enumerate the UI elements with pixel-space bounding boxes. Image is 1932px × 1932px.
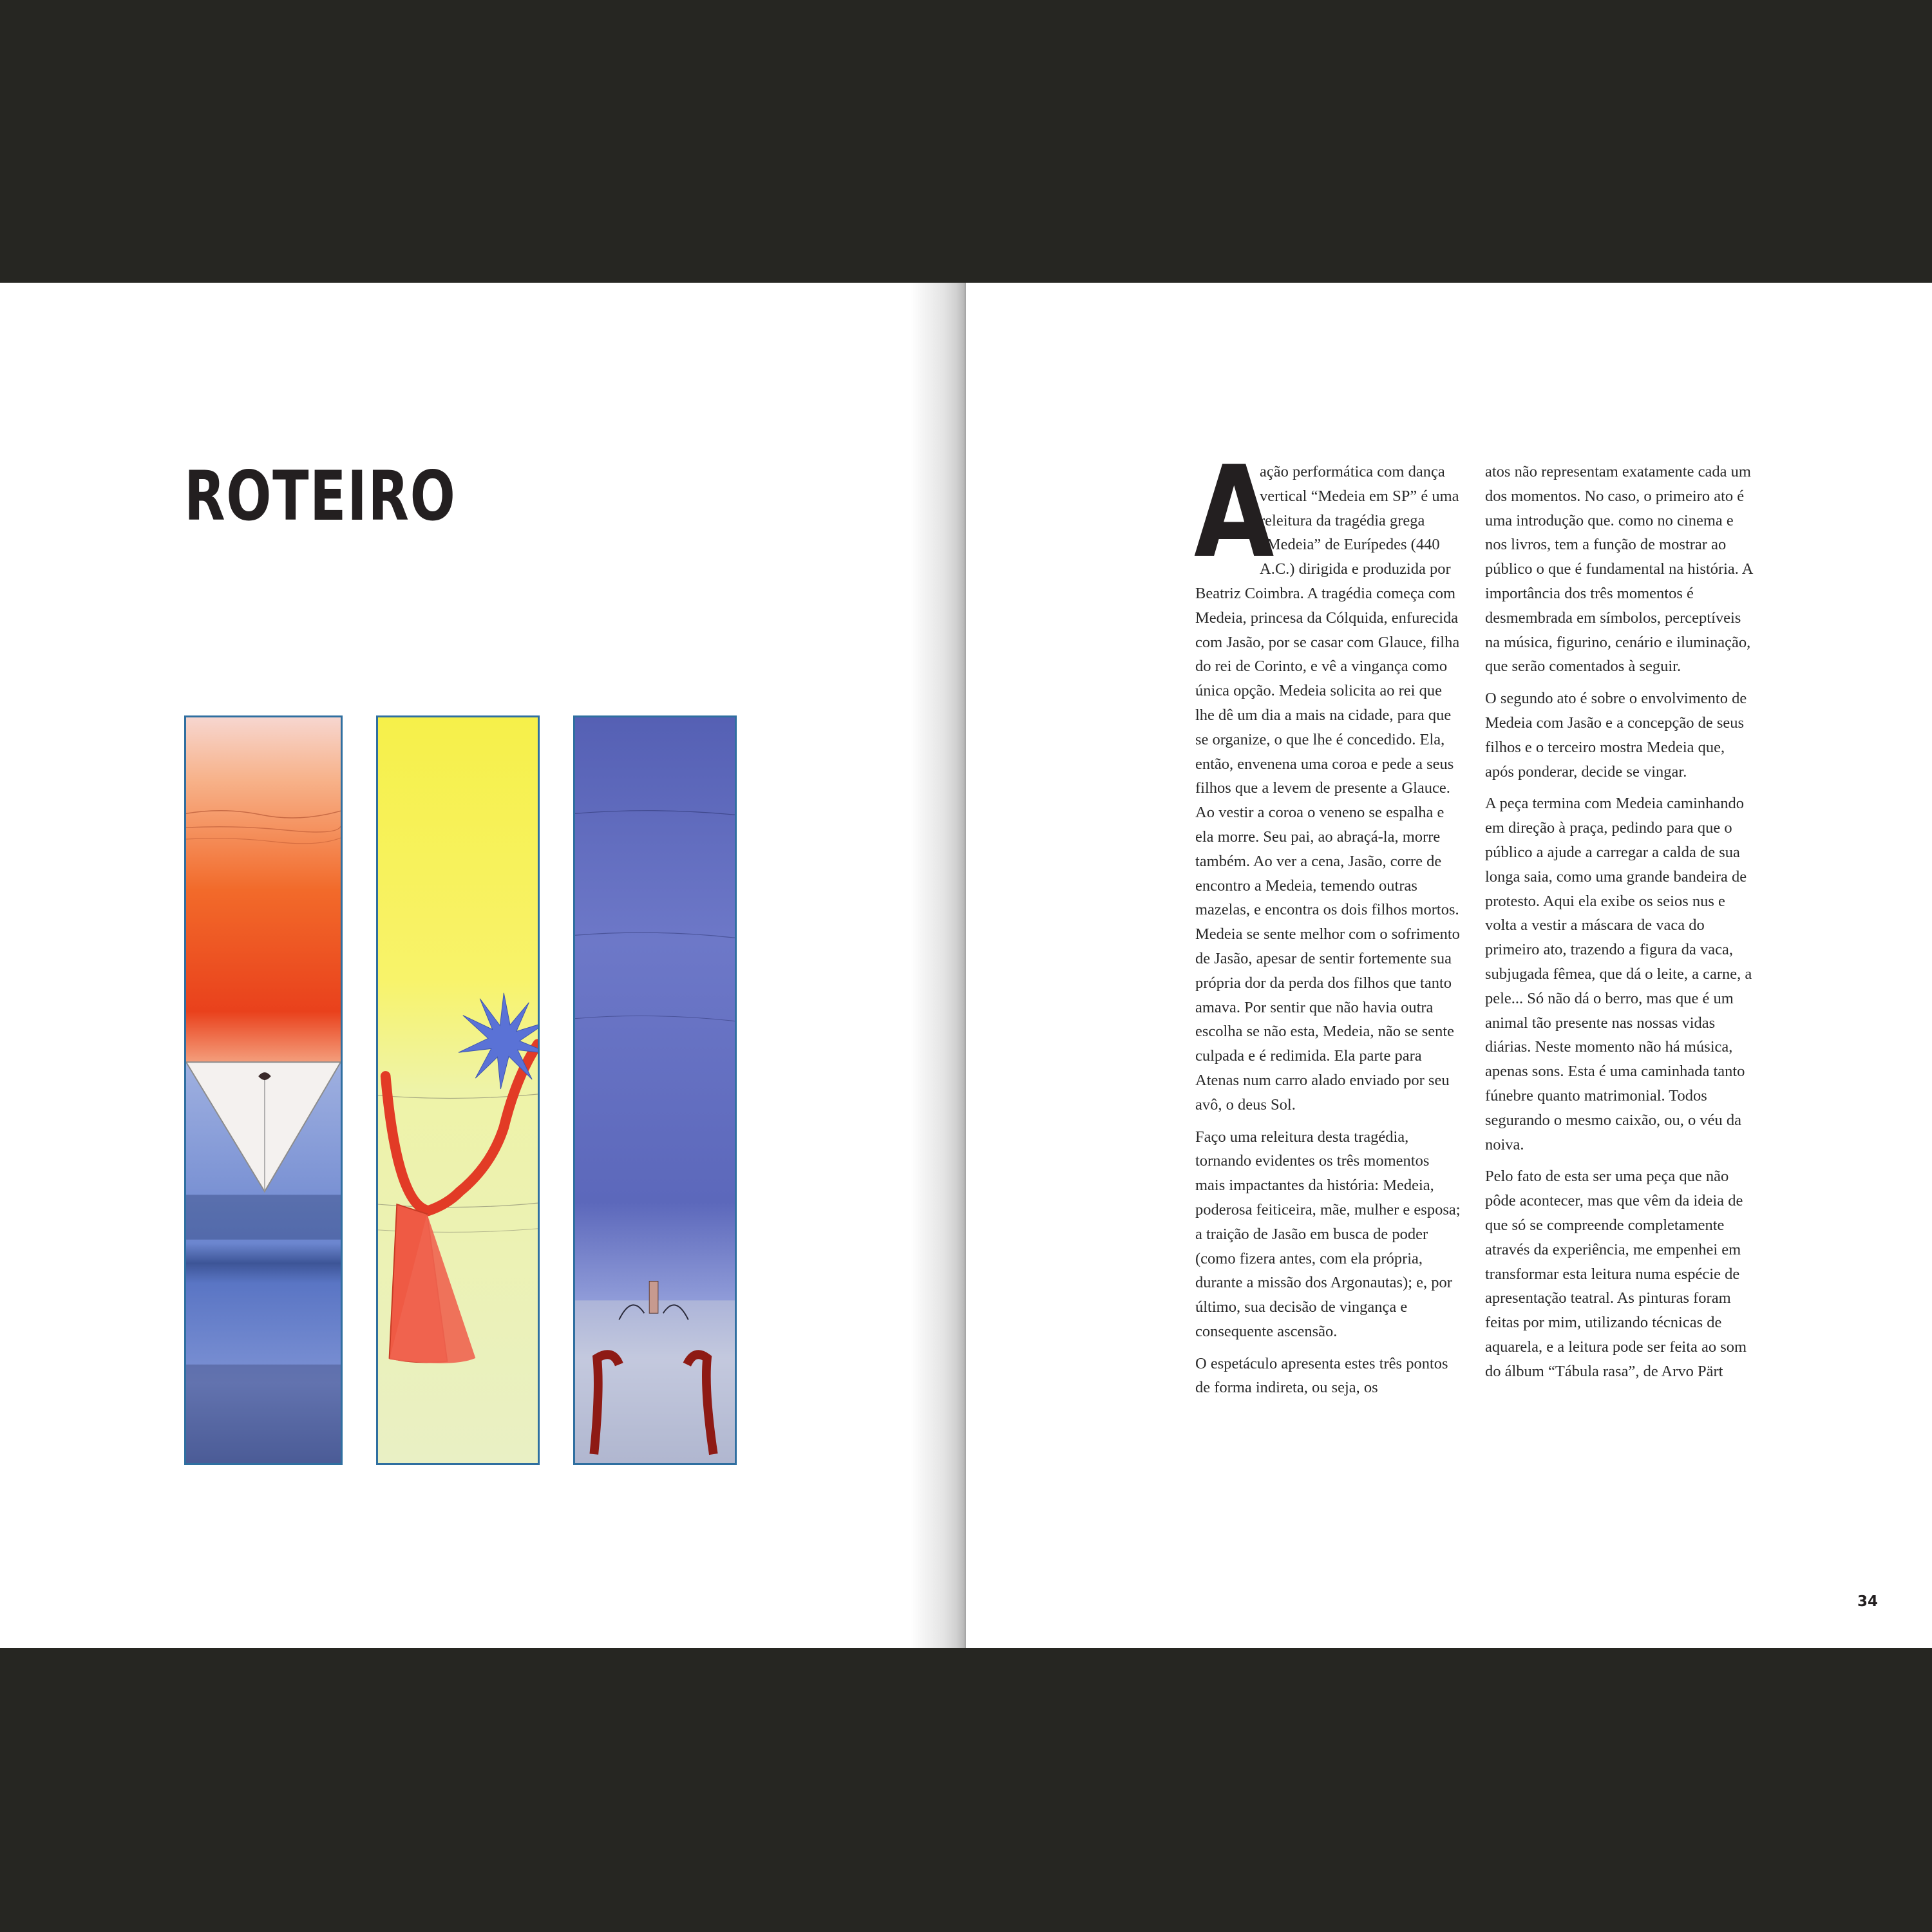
paragraph: Pelo fato de esta ser uma peça que não pôde acontecer, mas que vêm da ideia de que só se compreende completamente através da experiência, me empenhei em transformar esta leitura numa espécie de apresentação teatral. As pinturas foram feitas por mim, utilizando técnicas de aquarela, e a leitura pode ser feita ao som do álbum “Tábula rasa”, de Arvo Pärt	[1485, 1168, 1747, 1380]
paragraph: O segundo ato é sobre o envolvimento de Medeia com Jasão e a concepção de seus filhos e o terceiro mostra Medeia que, após ponderar, decide se vingar.	[1485, 690, 1747, 781]
watercolor-panel-flower	[376, 715, 540, 1465]
watercolor-panel-fire	[184, 715, 343, 1465]
paragraph: O espetáculo apresenta estes três pontos de forma indireta, ou seja, os	[1195, 1354, 1448, 1397]
right-page	[966, 283, 1932, 1648]
watercolor-blue-figures-icon	[575, 717, 735, 1463]
watercolor-panel-blue	[573, 715, 737, 1465]
watercolor-fire-icon	[186, 717, 341, 1463]
text-column-2	[1485, 460, 1756, 1391]
book-spread	[0, 283, 1932, 1648]
paragraph: A ação performática com dança vertical “Medeia em SP” é uma releitura da tragédia grega “Medeia” de Eurípedes (440 A.C.) dirigida e produzida por Beatriz Coimbra. A tragédia começa com Medeia, princesa da Cólquida, enfurecida com Jasão, por se casar com Glauce, filha do rei de Corinto, e vê a vingança como única opção. Medeia solicita ao rei que lhe dê um dia a mais na cidade, para que se organize, o que lhe é concedido. Ela, então, envenena uma coroa e pede a seus filhos que a levem de presente a Glauce. Ao vestir a coroa o veneno se espalha e ela morre. Seu pai, ao abraçá-la, morre também. Ao ver a cena, Jasão, corre de encontro a Medeia, temendo outras mazelas, e encontra os dois filhos mortos. Medeia se sente melhor com o sofrimento de Jasão, apesar de sentir fortemente sua própria dor da perda dos filhos que tanto amava. Por sentir que não havia outra escolha se não esta, Medeia, não se sente culpada e é redimida. Ela parte para Atenas num carro alado enviado por seu avô, o deus Sol.	[1194, 439, 1460, 1113]
drop-cap: A	[1194, 439, 1274, 586]
page-number: 34	[1857, 1593, 1879, 1610]
paragraph: A peça termina com Medeia caminhando em direção à praça, pedindo para que o público a ajude a carregar a calda de sua longa saia, como uma grande bandeira de protesto. Aqui ela exibe os seios nus e volta a vestir a máscara de vaca do primeiro ato, trazendo a figura da vaca, subjugada fêmea, que dá o leite, a carne, a pele... Só não dá o berro, mas que é um animal tão presente nas nossas vidas diárias. Neste momento não há música, apenas sons. Esta é uma caminhada tanto fúnebre quanto matrimonial. Todos segurando o mesmo caixão, ou, o véu da noiva.	[1485, 795, 1752, 1153]
text-column-1	[1194, 439, 1461, 1408]
paragraph: atos não representam exatamente cada um dos momentos. No caso, o primeiro ato é uma introdução que. como no cinema e nos livros, tem a função de mostrar ao público o que é fundamental na história. A importância dos três momentos é desmembrada em símbolos, perceptíveis na música, figurino, cenário e iluminação, que serão comentados à seguir.	[1485, 463, 1753, 676]
left-page	[0, 283, 966, 1648]
watercolor-flower-icon	[378, 717, 538, 1463]
paragraph: Faço uma releitura desta tragédia, tornando evidentes os três momentos mais impactantes da história: Medeia, poderosa feiticeira, mãe, mulher e esposa; a traição de Jasão em busca de poder (como fizera antes, com ela própria, durante a missão dos Argonautas); e, por último, sua decisão de vingança e consequente ascensão.	[1195, 1128, 1461, 1340]
page-title: ROTEIRO	[184, 457, 457, 536]
